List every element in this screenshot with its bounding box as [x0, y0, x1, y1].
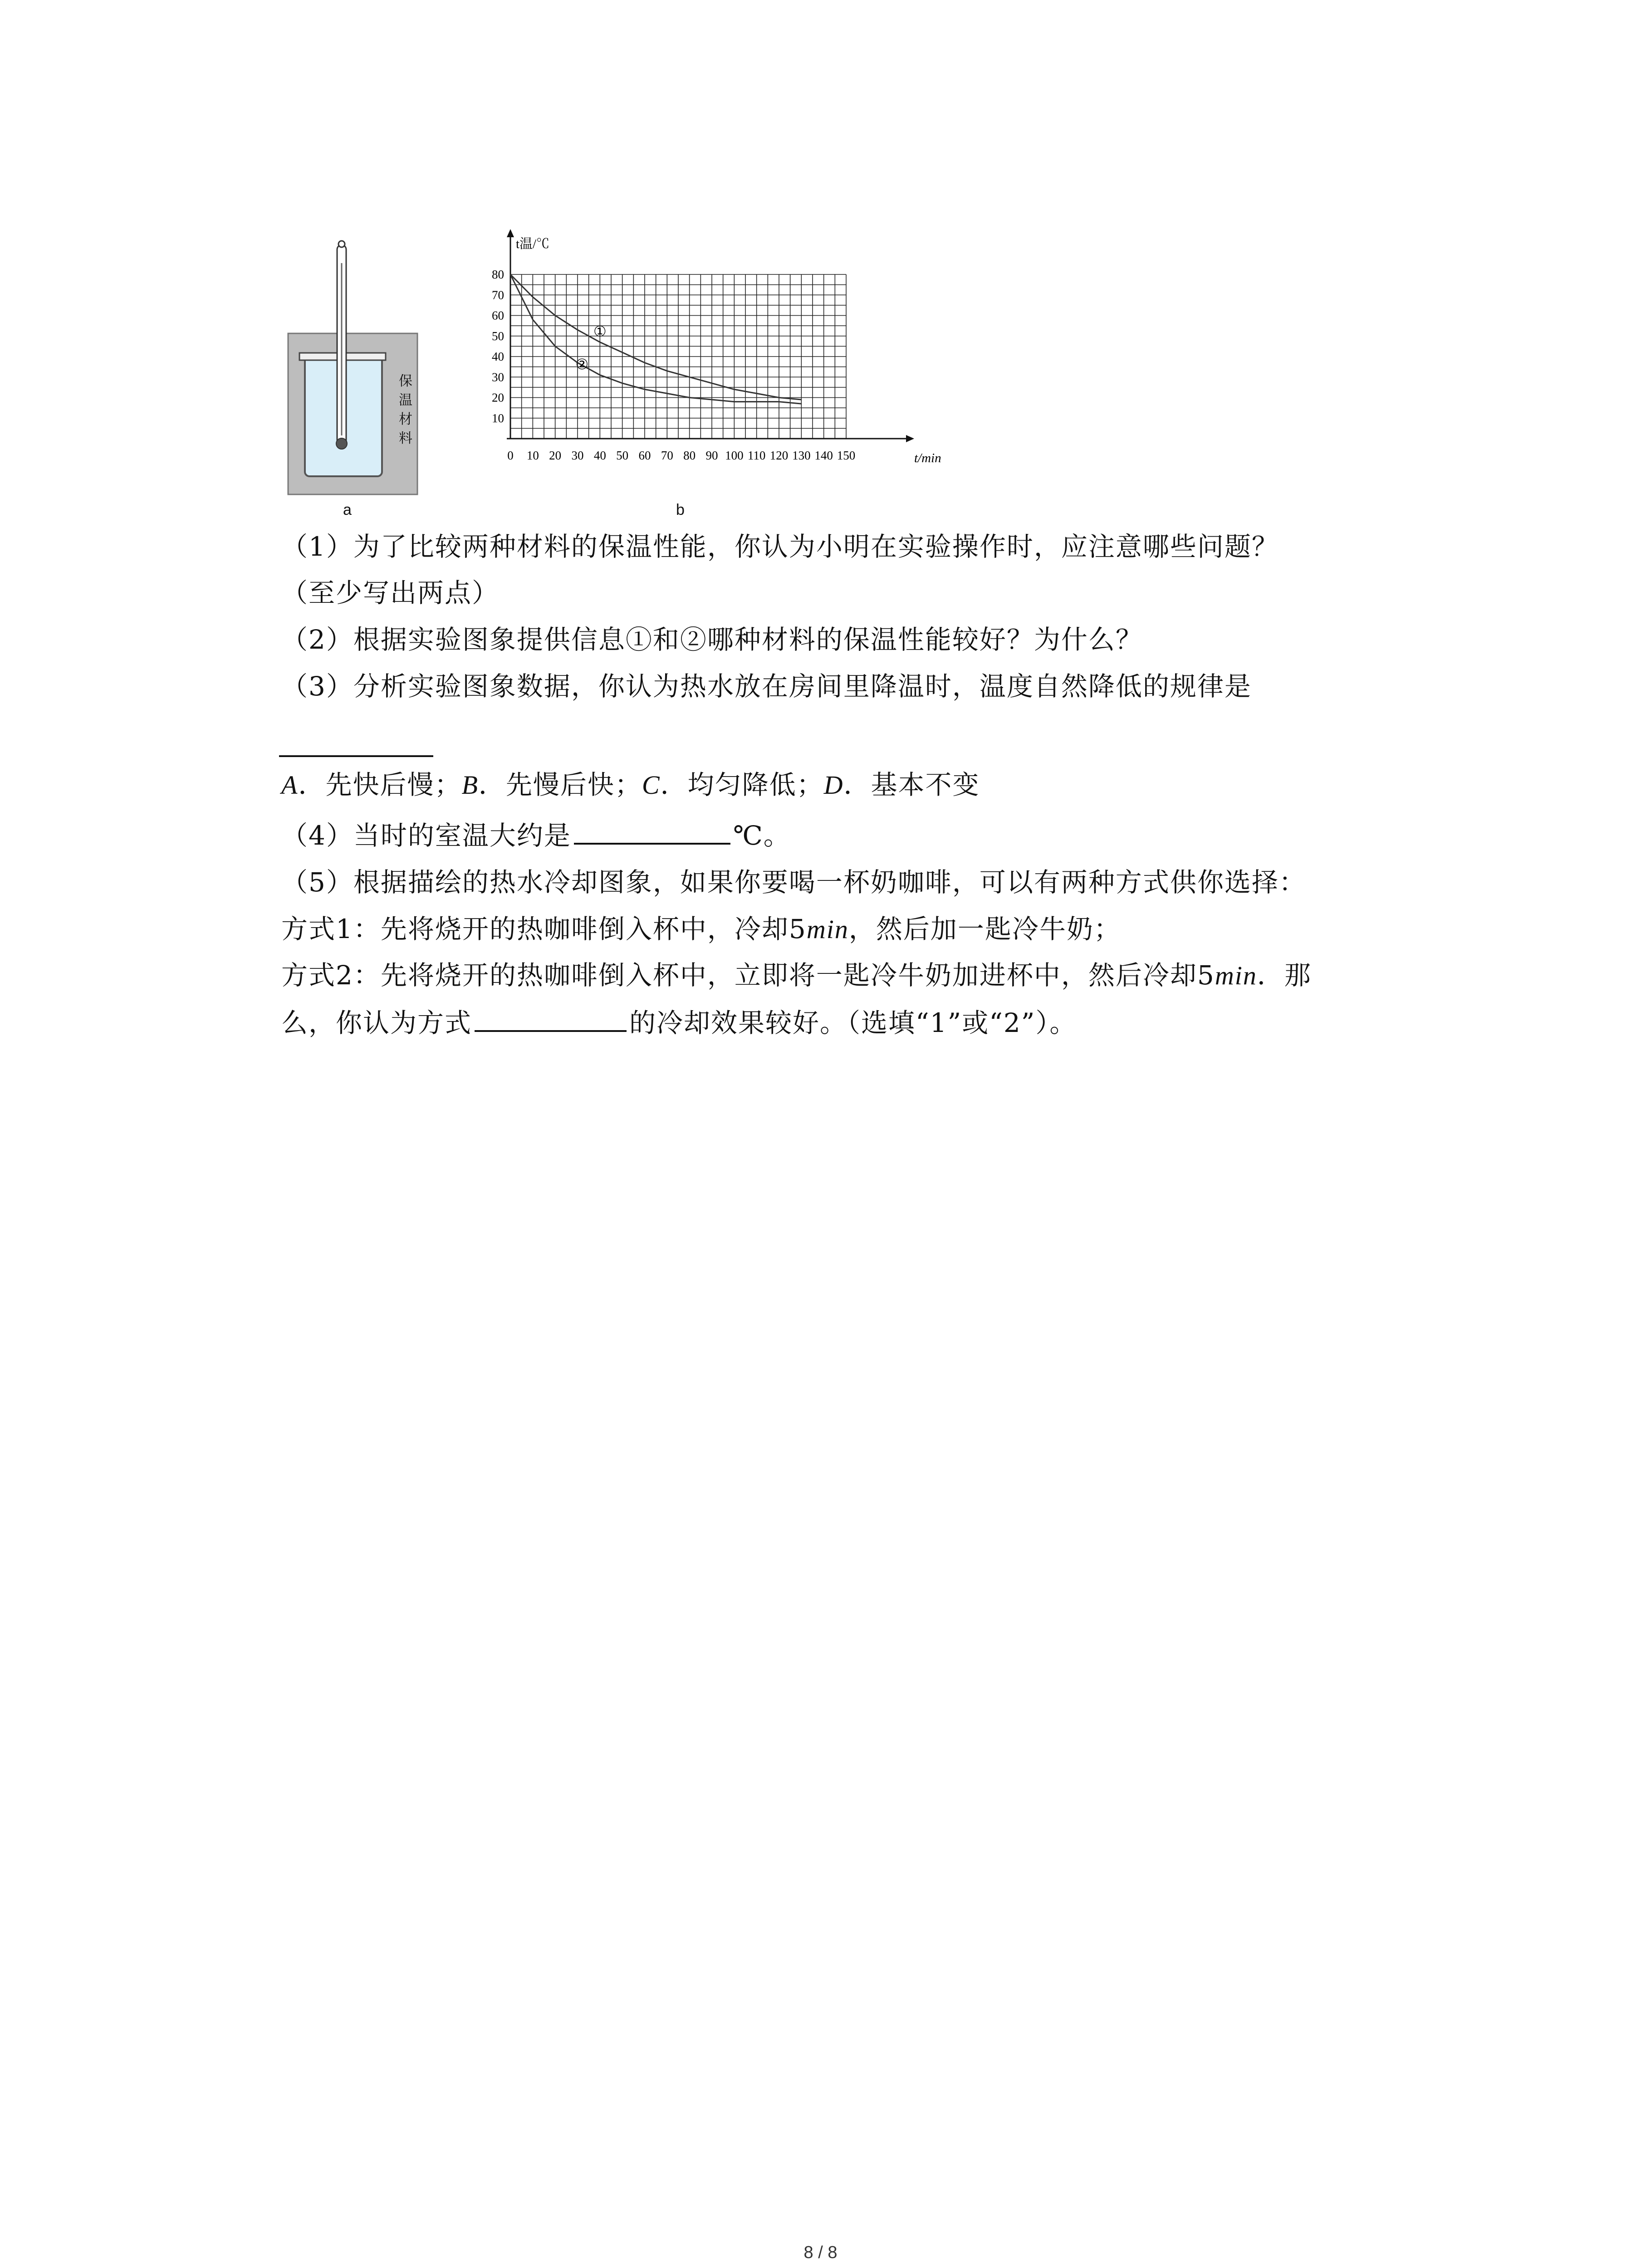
- question-3-answer-blank[interactable]: [279, 755, 433, 757]
- y-axis-arrow: [507, 229, 514, 237]
- question-5-suffix: 的冷却效果较好。（选填“1”或“2”）。: [629, 1007, 1077, 1038]
- curve-2-label: ②: [575, 356, 589, 373]
- question-5-line-4: [281, 1004, 1077, 1041]
- y-tick-label: 70: [492, 288, 504, 302]
- x-tick-label: 10: [526, 449, 539, 462]
- question-5-method-1: [281, 911, 1121, 948]
- x-tick-label: 40: [593, 449, 606, 462]
- x-tick-label: 0: [507, 449, 514, 462]
- x-tick-label: 60: [638, 449, 651, 462]
- figure-b-caption: b: [676, 501, 685, 518]
- y-tick-label: 20: [492, 391, 504, 405]
- y-tick-label: 30: [492, 370, 504, 384]
- question-4-prefix: （4）当时的室温大约是: [281, 820, 571, 851]
- y-tick-label: 10: [492, 411, 504, 425]
- option-b-letter: B: [461, 770, 479, 800]
- x-tick-label: 110: [747, 449, 766, 462]
- option-d-letter: D: [823, 770, 844, 800]
- question-5-answer-blank[interactable]: [475, 1004, 627, 1032]
- x-axis-label: t/min: [914, 451, 941, 465]
- question-5-prefix: 么，你认为方式: [281, 1007, 472, 1038]
- x-tick-label: 70: [661, 449, 673, 462]
- y-tick-label: 60: [492, 308, 504, 323]
- curve-1-label: ①: [593, 323, 607, 340]
- y-axis-label: t温/℃: [516, 237, 550, 251]
- x-tick-label: 140: [814, 449, 833, 462]
- option-c-text: ．均匀降低；: [660, 769, 824, 800]
- x-tick-label: 100: [725, 449, 744, 462]
- question-1-line-2: （至少写出两点）: [281, 577, 500, 608]
- x-tick-label: 30: [571, 449, 584, 462]
- method-1-text: 方式1：先将烧开的热咖啡倒入杯中，冷却5: [281, 914, 807, 944]
- question-3-options: [281, 767, 980, 803]
- method-1-suffix: ，然后加一匙冷牛奶；: [848, 914, 1121, 944]
- figure-a-caption: a: [343, 501, 352, 518]
- method-1-unit: min: [806, 914, 849, 944]
- x-tick-label: 20: [549, 449, 562, 462]
- question-1-line-1: （1）为了比较两种材料的保温性能，你认为小明在实验操作时，应注意哪些问题？: [281, 531, 1279, 562]
- x-tick-label: 120: [769, 449, 789, 462]
- y-tick-label: 80: [492, 268, 504, 281]
- question-3: （3）分析实验图象数据，你认为热水放在房间里降温时，温度自然降低的规律是: [281, 671, 1252, 702]
- method-2-unit: min: [1215, 961, 1257, 990]
- material-label: 保温材料: [399, 373, 412, 446]
- option-b-text: ．先慢后快；: [478, 769, 642, 800]
- method-2-suffix: ．那: [1257, 960, 1312, 991]
- question-4-answer-blank[interactable]: [574, 816, 730, 845]
- y-tick-label: 40: [492, 350, 504, 363]
- option-a-text: ．先快后慢；: [298, 769, 462, 800]
- x-tick-label: 90: [705, 449, 718, 462]
- question-4-suffix: ℃。: [733, 820, 791, 851]
- question-4: [281, 816, 791, 854]
- x-tick-label: 130: [792, 449, 811, 462]
- option-a-letter: A: [281, 770, 299, 800]
- page-number: 8 / 8: [803, 2243, 838, 2262]
- x-tick-label: 50: [616, 449, 629, 462]
- x-tick-label: 80: [683, 449, 696, 462]
- cooling-curve-chart: [472, 225, 941, 506]
- question-5-method-2: [281, 957, 1312, 994]
- option-d-text: ．基本不变: [843, 769, 980, 800]
- question-2: （2）根据实验图象提供信息①和②哪种材料的保温性能较好？为什么？: [281, 624, 1143, 655]
- question-5-line-1: （5）根据描绘的热水冷却图象，如果你要喝一杯奶咖啡，可以有两种方式供你选择：: [281, 867, 1306, 898]
- option-c-letter: C: [642, 770, 661, 800]
- x-axis-arrow: [906, 435, 914, 442]
- y-tick-label: 50: [492, 329, 504, 343]
- method-2-text: 方式2：先将烧开的热咖啡倒入杯中，立即将一匙冷牛奶加进杯中，然后冷却5: [281, 960, 1215, 991]
- x-tick-label: 150: [837, 449, 856, 462]
